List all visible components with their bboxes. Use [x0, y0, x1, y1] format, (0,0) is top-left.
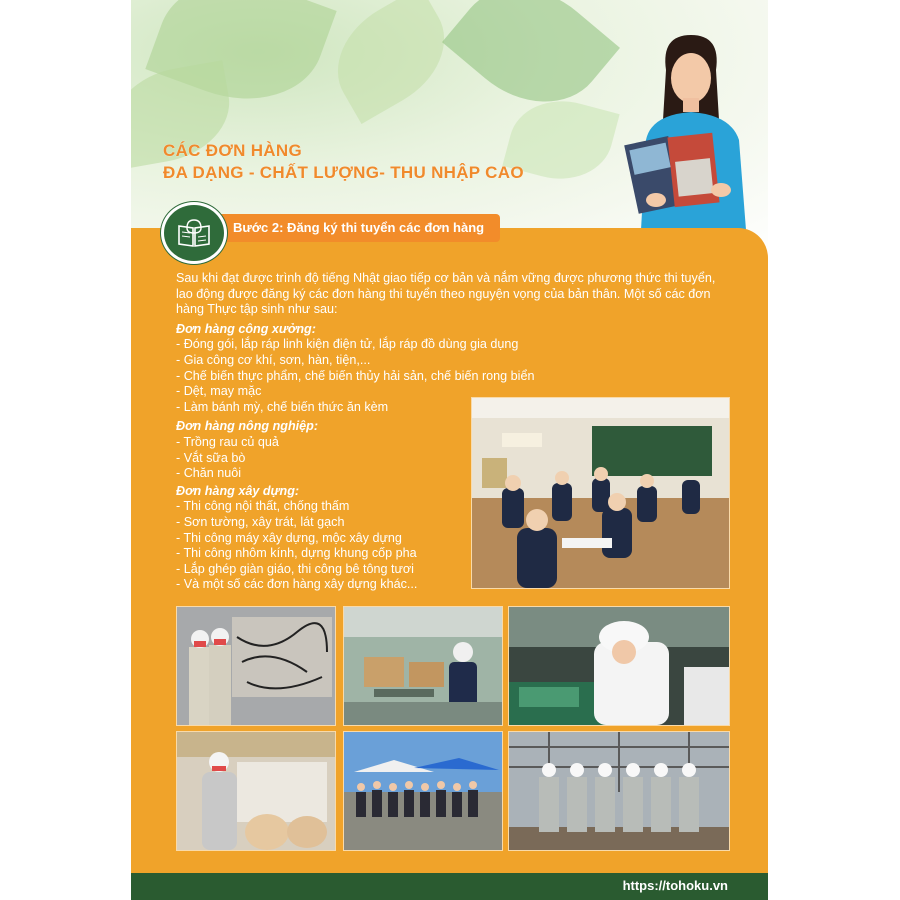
list-item: - Và một số các đơn hàng xây dựng khác...	[176, 577, 418, 592]
section-heading: Đơn hàng xây dựng:	[176, 483, 300, 498]
woman-holding-books-photo	[621, 30, 761, 230]
list-item: - Gia công cơ khí, sơn, hàn, tiện,...	[176, 352, 371, 367]
electronics-assembly-photo	[508, 606, 730, 726]
list-item: - Làm bánh mỳ, chế biến thức ăn kèm	[176, 399, 389, 414]
list-item: - Dệt, may mặc	[176, 384, 262, 399]
factory-machine-photo	[176, 731, 336, 851]
footer-bar	[131, 873, 768, 900]
packaging-warehouse-photo	[343, 606, 503, 726]
list-item: - Thi công nội thất, chống thấm	[176, 499, 350, 514]
intro-paragraph: Sau khi đạt được trình độ tiếng Nhật giao tiếp cơ bản và nắm vững được phương thức thi tuyển, lao động được đăng ký các đơn hàng thi tuyển theo nguyện vọng của bản thân. Một số các đơn hàng Thực tập sinh như sau:	[176, 271, 716, 317]
website-link[interactable]: https://tohoku.vn	[622, 878, 728, 893]
page-title	[163, 140, 524, 184]
decorative-leaf	[317, 0, 466, 124]
list-item: - Đóng gói, lắp ráp linh kiện điện tử, lắp ráp đồ dùng gia dụng	[176, 337, 519, 352]
list-item: - Sơn tường, xây trát, lát gạch	[176, 514, 345, 529]
list-item: - Trồng rau củ quả	[176, 434, 279, 449]
list-item: - Chế biến thực phẩm, chế biến thủy hải sản, chế biến rong biển	[176, 368, 535, 383]
title-line-1: CÁC ĐƠN HÀNG	[163, 141, 302, 160]
list-item: - Lắp ghép giàn giáo, thi công bê tông tươi	[176, 561, 414, 576]
list-item: - Thi công máy xây dựng, mộc xây dựng	[176, 530, 402, 545]
wiring-assembly-photo	[176, 606, 336, 726]
section-heading: Đơn hàng công xưởng:	[176, 321, 316, 336]
brochure-page	[131, 0, 768, 900]
construction-workers-photo	[508, 731, 730, 851]
list-item: - Chăn nuôi	[176, 466, 242, 481]
book-brain-icon	[177, 218, 211, 248]
list-item: - Thi công nhôm kính, dựng khung cốp pha	[176, 546, 417, 561]
step-badge	[161, 202, 227, 264]
group-outdoor-photo	[343, 731, 503, 851]
list-item: - Vắt sữa bò	[176, 450, 246, 465]
title-line-2: ĐA DẠNG - CHẤT LƯỢNG- THU NHẬP CAO	[163, 163, 524, 182]
step-label: Bước 2: Đăng ký thi tuyển các đơn hàng	[211, 214, 500, 242]
section-heading: Đơn hàng nông nghiệp:	[176, 419, 319, 434]
classroom-photo	[471, 397, 730, 589]
